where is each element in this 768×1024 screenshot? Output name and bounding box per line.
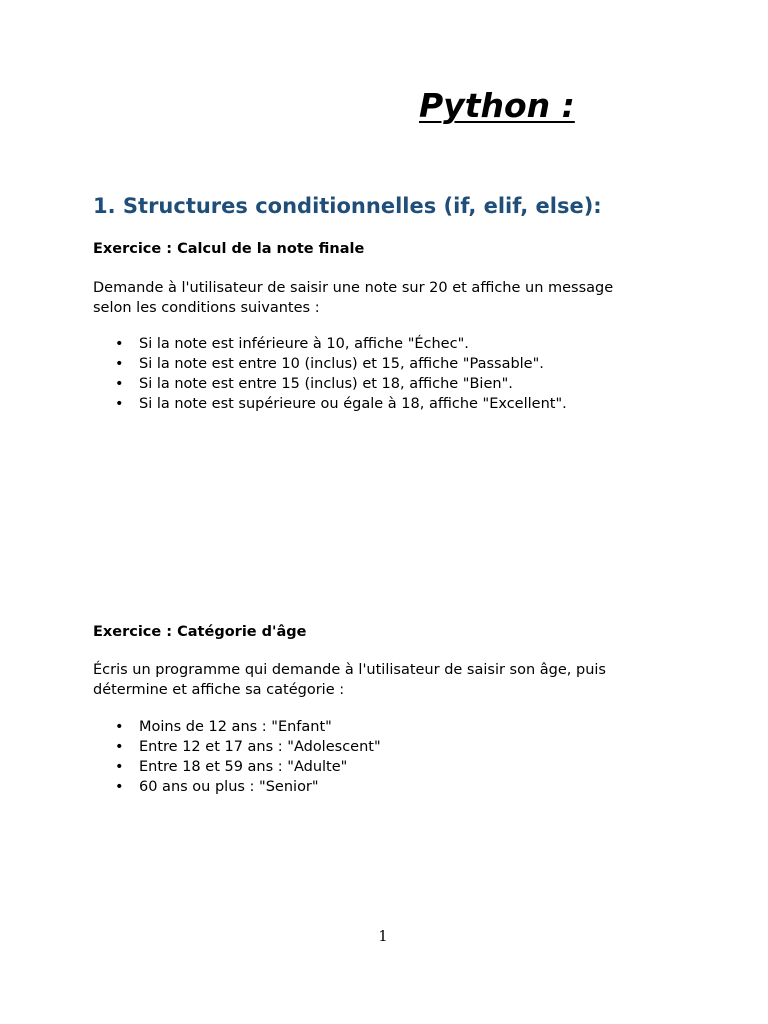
bullet-icon: •	[115, 779, 124, 795]
bullet-icon: •	[115, 739, 124, 755]
list-item	[93, 354, 693, 374]
list-item	[93, 394, 693, 414]
exercise-2-intro-line-1: Écris un programme qui demande à l'utilisateur de saisir son âge, puis	[93, 662, 606, 678]
exercise-2-intro	[93, 660, 693, 700]
exercise-1-intro-line-2: selon les conditions suivantes :	[93, 300, 320, 316]
list-item	[93, 777, 693, 797]
exercise-2-intro-line-2: détermine et affiche sa catégorie :	[93, 682, 345, 698]
list-item	[93, 757, 693, 777]
list-item-text: Si la note est entre 10 (inclus) et 15, affiche "Passable".	[139, 356, 544, 372]
exercise-2-categories-list	[93, 717, 693, 797]
exercise-1-title: Exercice : Calcul de la note finale	[93, 241, 365, 257]
list-item-text: Entre 12 et 17 ans : "Adolescent"	[139, 739, 381, 755]
list-item-text: Entre 18 et 59 ans : "Adulte"	[139, 759, 348, 775]
list-item-text: Moins de 12 ans : "Enfant"	[139, 719, 332, 735]
list-item	[93, 334, 693, 354]
exercise-1-intro	[93, 278, 693, 318]
list-item	[93, 717, 693, 737]
exercise-2-title: Exercice : Catégorie d'âge	[93, 624, 307, 640]
list-item-text: Si la note est entre 15 (inclus) et 18, affiche "Bien".	[139, 376, 513, 392]
list-item	[93, 374, 693, 394]
bullet-icon: •	[115, 336, 124, 352]
list-item-text: Si la note est supérieure ou égale à 18, affiche "Excellent".	[139, 396, 567, 412]
bullet-icon: •	[115, 396, 124, 412]
list-item-text: 60 ans ou plus : "Senior"	[139, 779, 319, 795]
exercise-1-intro-line-1: Demande à l'utilisateur de saisir une note sur 20 et affiche un message	[93, 280, 614, 296]
section-heading: 1. Structures conditionnelles (if, elif, else):	[93, 194, 602, 218]
document-title: Python :	[419, 86, 575, 125]
list-item	[93, 737, 693, 757]
page-number: 1	[378, 929, 388, 945]
bullet-icon: •	[115, 356, 124, 372]
exercise-1-conditions-list	[93, 334, 693, 414]
bullet-icon: •	[115, 719, 124, 735]
list-item-text: Si la note est inférieure à 10, affiche "Échec".	[139, 336, 469, 352]
bullet-icon: •	[115, 376, 124, 392]
bullet-icon: •	[115, 759, 124, 775]
